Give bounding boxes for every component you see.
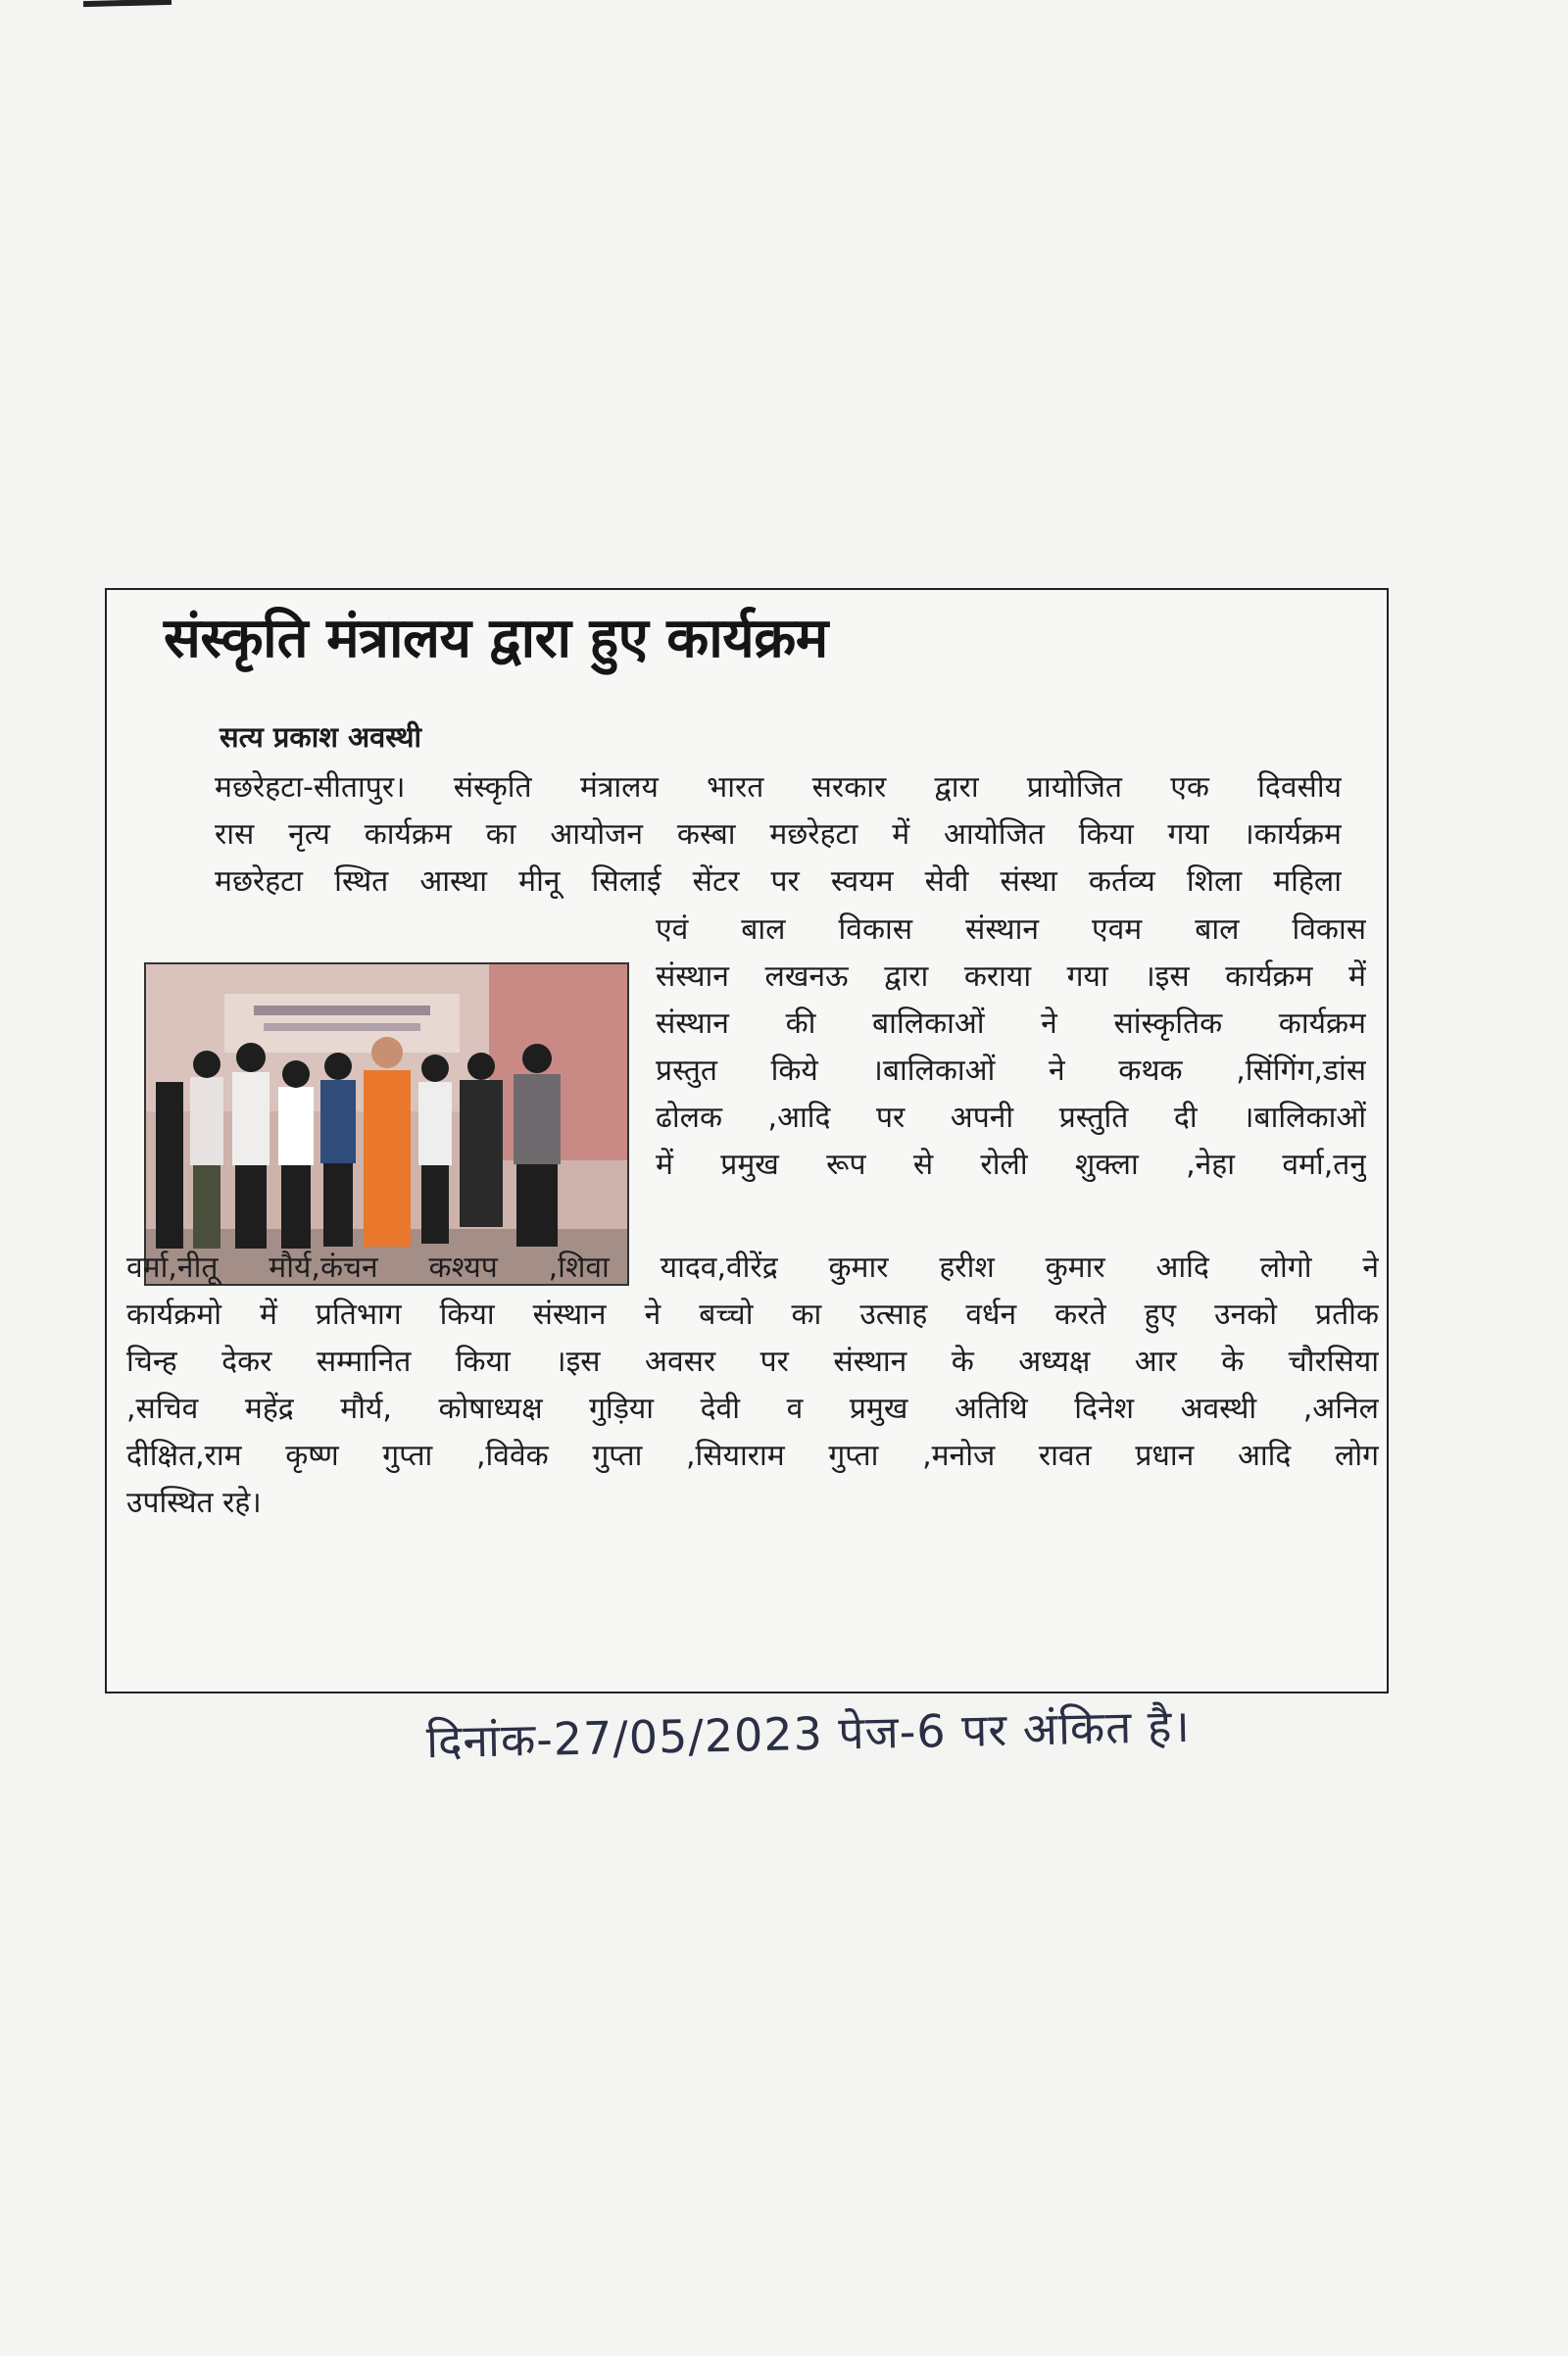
article-line: चिन्ह देकर सम्मानित किया ।इस अवसर पर संस्थान के अध्यक्ष आर के चौरसिया (126, 1345, 1379, 1379)
article-paragraph-bottom (107, 1245, 1391, 1527)
article-line: मछरेहटा-सीतापुर। संस्कृति मंत्रालय भारत सरकार द्वारा प्रायोजित एक दिवसीय (215, 770, 1342, 805)
scan-edge-mark (83, 0, 172, 7)
article-line: ढोलक ,आदि पर अपनी प्रस्तुति दी ।बालिकाओं (656, 1101, 1366, 1135)
article-line: कार्यक्रमो में प्रतिभाग किया संस्थान ने बच्चो का उत्साह वर्धन करते हुए उनको प्रतीक (126, 1298, 1379, 1332)
article-byline: सत्य प्रकाश अवस्थी (220, 720, 422, 754)
handwritten-note-text: दिनांक-27/05/2023 पेज-6 पर अंकित है। (425, 1698, 1192, 1769)
handwritten-date-note (416, 1693, 1396, 1772)
article-line: संस्थान की बालिकाओं ने सांस्कृतिक कार्यक्रम (656, 1006, 1366, 1041)
article-line: दीक्षित,राम कृष्ण गुप्ता ,विवेक गुप्ता ,सियाराम गुप्ता ,मनोज रावत प्रधान आदि लोग (126, 1439, 1379, 1473)
article-line: संस्थान लखनऊ द्वारा कराया गया ।इस कार्यक्रम में (656, 959, 1366, 994)
article-paragraph-top (215, 764, 1342, 906)
newspaper-clipping (105, 588, 1389, 1693)
article-line: मछरेहटा स्थित आस्था मीनू सिलाई सेंटर पर स्वयम सेवी संस्था कर्तव्य शिला महिला (215, 864, 1342, 899)
article-line: एवं बाल विकास संस्थान एवम बाल विकास (656, 912, 1366, 947)
article-line: में प्रमुख रूप से रोली शुक्ला ,नेहा वर्मा,तनु (656, 1148, 1366, 1182)
article-line: ,सचिव महेंद्र मौर्य, कोषाध्यक्ष गुड़िया देवी व प्रमुख अतिथि दिनेश अवस्थी ,अनिल (126, 1392, 1379, 1426)
article-line: रास नृत्य कार्यक्रम का आयोजन कस्बा मछरेहटा में आयोजित किया गया ।कार्यक्रम (215, 817, 1342, 852)
article-line: वर्मा,नीतू मौर्य,कंचन कश्यप ,शिवा यादव,वीरेंद्र कुमार हरीश कुमार आदि लोगो ने (126, 1251, 1379, 1285)
article-headline: संस्कृति मंत्रालय द्वारा हुए कार्यक्रम (164, 607, 828, 670)
event-group-photo (144, 962, 629, 1286)
article-paragraph-side (656, 907, 1366, 1189)
article-line: उपस्थित रहे। (126, 1486, 262, 1520)
article-line: प्रस्तुत किये ।बालिकाओं ने कथक ,सिंगिंग,डांस (656, 1054, 1366, 1088)
